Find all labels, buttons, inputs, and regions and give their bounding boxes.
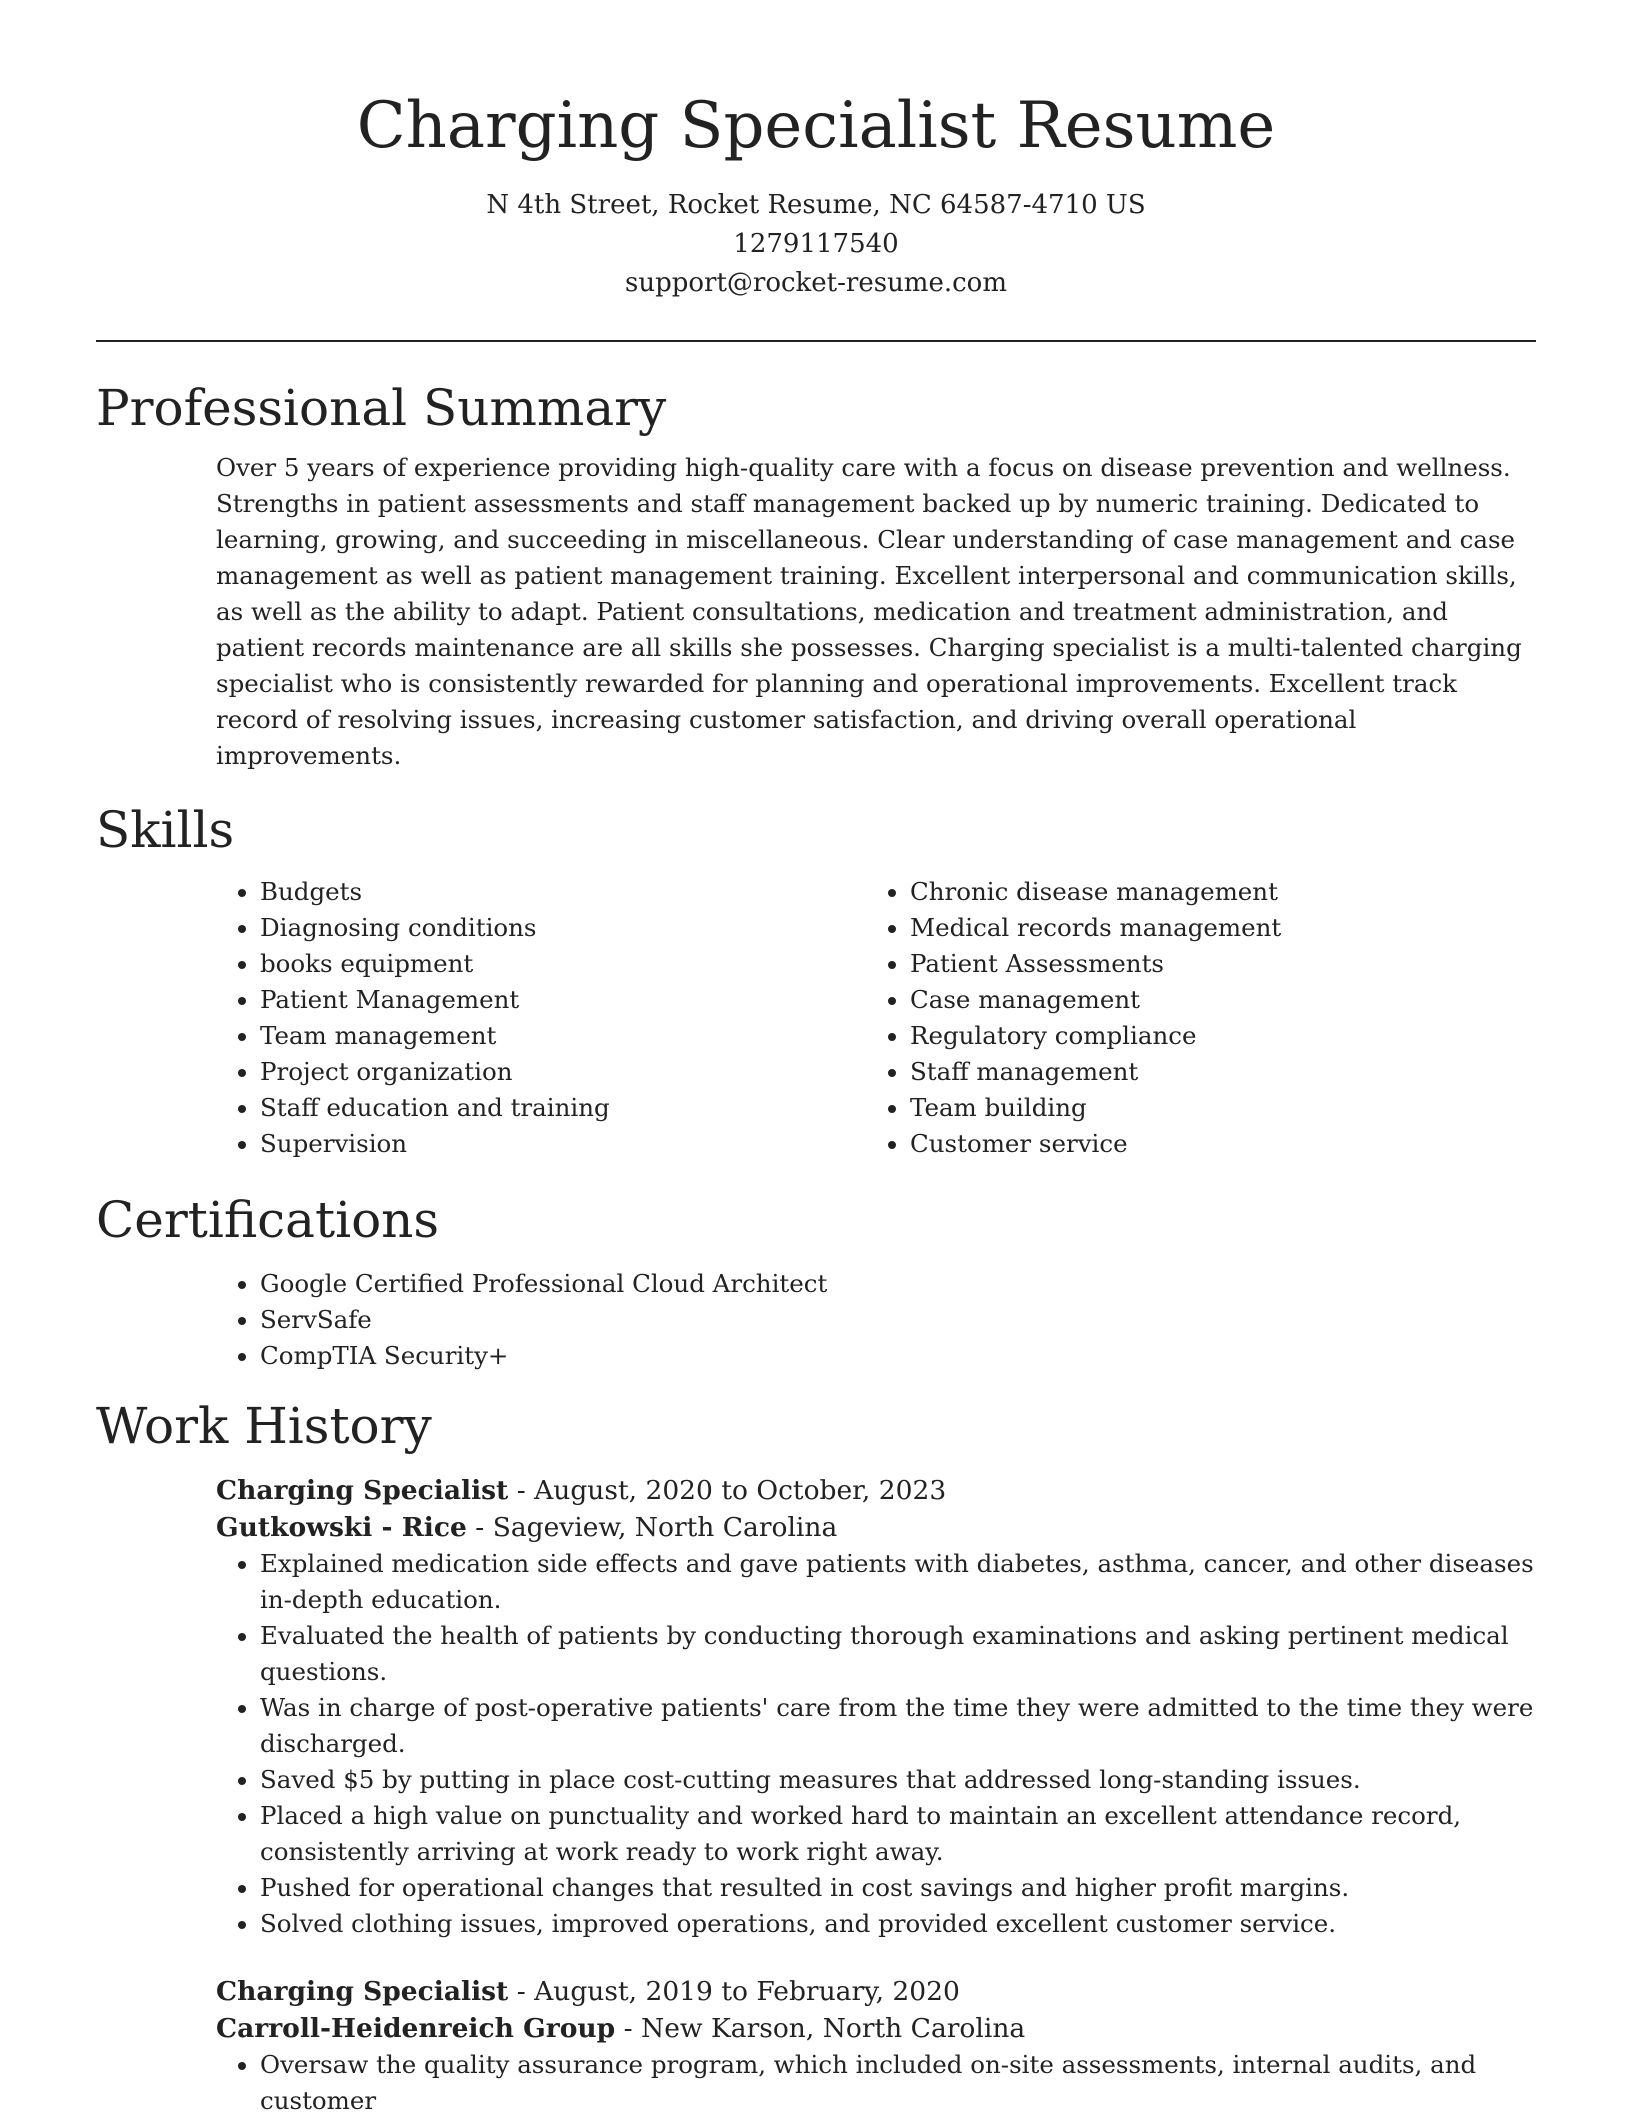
- work-history-heading: Work History: [96, 1397, 432, 1455]
- job-bullet: • Pushed for operational changes that resulted in cost savings and higher profit margins.: [260, 1870, 1536, 1906]
- summary-heading: Professional Summary: [96, 379, 667, 437]
- certifications-list: [216, 1266, 1536, 1374]
- job-location: New Karson, North Carolina: [641, 2013, 1026, 2044]
- job-company: Gutkowski - Rice: [216, 1512, 467, 1543]
- job-bullet: • Placed a high value on punctuality and worked hard to maintain an excellent attendance record, consistently arriving at work ready to work right away.: [260, 1798, 1536, 1870]
- job-bullet: • Was in charge of post-operative patients' care from the time they were admitted to the time they were discharged.: [260, 1690, 1536, 1762]
- certifications-heading: Certifications: [96, 1191, 440, 1249]
- skill-item: • Team management: [260, 1018, 866, 1054]
- skill-item: • Patient Assessments: [910, 946, 1516, 982]
- skill-item: • Budgets: [260, 874, 866, 910]
- job-bullets: [216, 1546, 1536, 1942]
- job-bullet: • Solved clothing issues, improved operations, and provided excellent customer service.: [260, 1906, 1536, 1942]
- skills-column-left: [216, 874, 866, 1162]
- job-entry: [216, 1472, 1536, 1942]
- job-company: Carroll-Heidenreich Group: [216, 2013, 616, 2044]
- resume-title: Charging Specialist Resume: [356, 89, 1276, 163]
- job-dates: August, 2020 to October, 2023: [534, 1475, 947, 1506]
- contact-address: N 4th Street, Rocket Resume, NC 64587-4710 US: [486, 190, 1146, 220]
- certification-item: • Google Certified Professional Cloud Architect: [260, 1266, 1536, 1302]
- summary-text: Over 5 years of experience providing high-quality care with a focus on disease prevention and wellness. Strengths in patient assessments and staff management backed up by numeric training. Dedicated to learning, growing, and succeeding in miscellaneous. Clear understanding of case management and case management as well as patient management training. Excellent interpersonal and communication skills, as well as the ability to adapt. Patient consultations, medication and treatment administration, and patient records maintenance are all skills she possesses. Charging specialist is a multi-talented charging specialist who is consistently rewarded for planning and operational improvements. Excellent track record of resolving issues, increasing customer satisfaction, and driving overall operational improvements.: [216, 453, 1522, 770]
- skill-item: • Staff education and training: [260, 1090, 866, 1126]
- contact-email: support@rocket-resume.com: [624, 268, 1007, 298]
- skill-item: • Team building: [910, 1090, 1516, 1126]
- header-divider: [96, 340, 1536, 342]
- job-dates: August, 2019 to February, 2020: [534, 1976, 960, 2007]
- job-bullet: • Evaluated the health of patients by conducting thorough examinations and asking pertinent medical questions.: [260, 1618, 1536, 1690]
- skill-item: • Regulatory compliance: [910, 1018, 1516, 1054]
- resume-page: [96, 0, 1536, 2119]
- job-bullet: • Oversaw the quality assurance program, which included on-site assessments, internal audits, and customer: [260, 2047, 1536, 2119]
- skills-list: [216, 874, 1536, 1162]
- certification-item: • ServSafe: [260, 1302, 1536, 1338]
- certification-item: • CompTIA Security+: [260, 1338, 1536, 1374]
- skill-item: • Project organization: [260, 1054, 866, 1090]
- job-company-line: Gutkowski - Rice - Sageview, North Carolina: [216, 1512, 838, 1543]
- job-company-line: Carroll-Heidenreich Group - New Karson, North Carolina: [216, 2013, 1026, 2044]
- job-title: Charging Specialist: [216, 1976, 509, 2007]
- skill-item: • Supervision: [260, 1126, 866, 1162]
- job-title: Charging Specialist: [216, 1475, 509, 1506]
- skill-item: • books equipment: [260, 946, 866, 982]
- job-title-line: Charging Specialist - August, 2020 to October, 2023: [216, 1475, 947, 1506]
- job-location: Sageview, North Carolina: [492, 1512, 838, 1543]
- skill-item: • Case management: [910, 982, 1516, 1018]
- skills-heading: Skills: [96, 801, 235, 859]
- job-title-line: Charging Specialist - August, 2019 to February, 2020: [216, 1976, 960, 2007]
- job-entry: [216, 1973, 1536, 2119]
- skill-item: • Customer service: [910, 1126, 1516, 1162]
- skills-column-right: [866, 874, 1516, 1162]
- skill-item: • Staff management: [910, 1054, 1516, 1090]
- skill-item: • Patient Management: [260, 982, 866, 1018]
- skill-item: • Diagnosing conditions: [260, 910, 866, 946]
- resume-header: [96, 0, 1536, 303]
- job-bullets: [216, 2047, 1536, 2119]
- job-bullet: • Saved $5 by putting in place cost-cutting measures that addressed long-standing issues.: [260, 1762, 1536, 1798]
- skill-item: • Medical records management: [910, 910, 1516, 946]
- job-bullet: • Explained medication side effects and gave patients with diabetes, asthma, cancer, and other diseases in-depth education.: [260, 1546, 1536, 1618]
- skill-item: • Chronic disease management: [910, 874, 1516, 910]
- contact-phone: 1279117540: [733, 229, 899, 259]
